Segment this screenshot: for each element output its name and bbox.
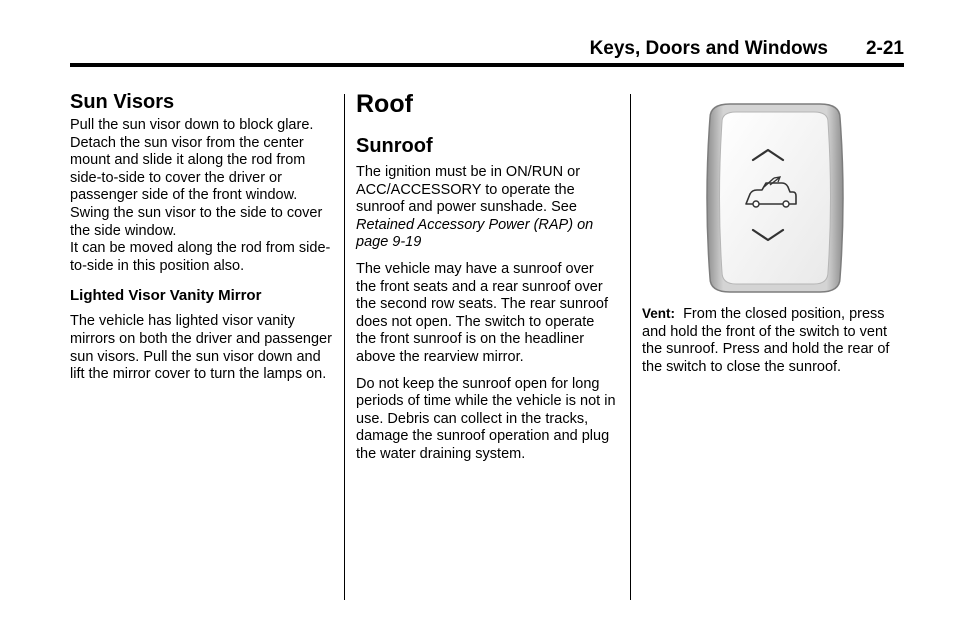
chapter-title: Keys, Doors and Windows <box>589 38 828 59</box>
column-divider-1 <box>344 94 345 600</box>
sun-visors-text: Pull the sun visor down to block glare. Detach the sun visor from the center mount and slide it along the rod from side-to-side to cover the driver or passenger side of the front window. Swing the sun visor to the side to cover the side window. <box>70 117 323 239</box>
vanity-mirror-heading: Lighted Visor Vanity Mirror <box>70 287 262 305</box>
sunroof-paragraph-3: Do not keep the sunroof open for long periods of time while the vehicle is not in use. Debris can collect in the tracks, damage the sunroof operation and plug the water draining system. <box>356 375 616 462</box>
vent-label: Vent: <box>642 306 676 321</box>
vanity-mirror-paragraph: The vehicle has lighted visor vanity mirrors on both the driver and passenger sun visors. Pull the sun visor down and lift the mirror cover to turn the lamps on. <box>70 313 332 383</box>
running-header <box>70 38 904 62</box>
sunroof-paragraph-2: The vehicle may have a sunroof over the front seats and a rear sunroof over the second row seats. The rear sunroof does not open. The switch to operate the front sunroof is on the headliner above the rearview mirror. <box>356 260 609 365</box>
sun-visors-text-2: It can be moved along the rod from side-to-side in this position also. <box>70 240 331 274</box>
column-vent <box>642 90 904 376</box>
page-number: 2-21 <box>865 38 904 59</box>
sun-visors-paragraph <box>70 117 332 275</box>
sunroof-switch-illustration <box>700 100 850 296</box>
vent-text: From the closed position, press and hold the front of the switch to vent the sunroof. Press and hold the rear of the switch to close the sunroof. <box>642 306 890 375</box>
sunroof-switch-image <box>700 100 850 296</box>
switch-face <box>720 112 831 284</box>
sun-visors-heading: Sun Visors <box>70 91 175 113</box>
header-rule <box>70 63 904 67</box>
column-roof <box>356 90 616 473</box>
sunroof-heading: Sunroof <box>356 135 433 157</box>
sunroof-text-1: The ignition must be in ON/RUN or ACC/ACCESSORY to operate the sunroof and power sunshade. See <box>356 164 581 216</box>
sunroof-paragraph-1 <box>356 164 616 252</box>
column-divider-2 <box>630 94 631 600</box>
rap-cross-reference[interactable]: Retained Accessory Power (RAP) on page 9-19 <box>356 216 594 251</box>
roof-section-title: Roof <box>356 90 413 118</box>
column-sun-visors <box>70 90 332 384</box>
vent-paragraph <box>642 305 904 376</box>
